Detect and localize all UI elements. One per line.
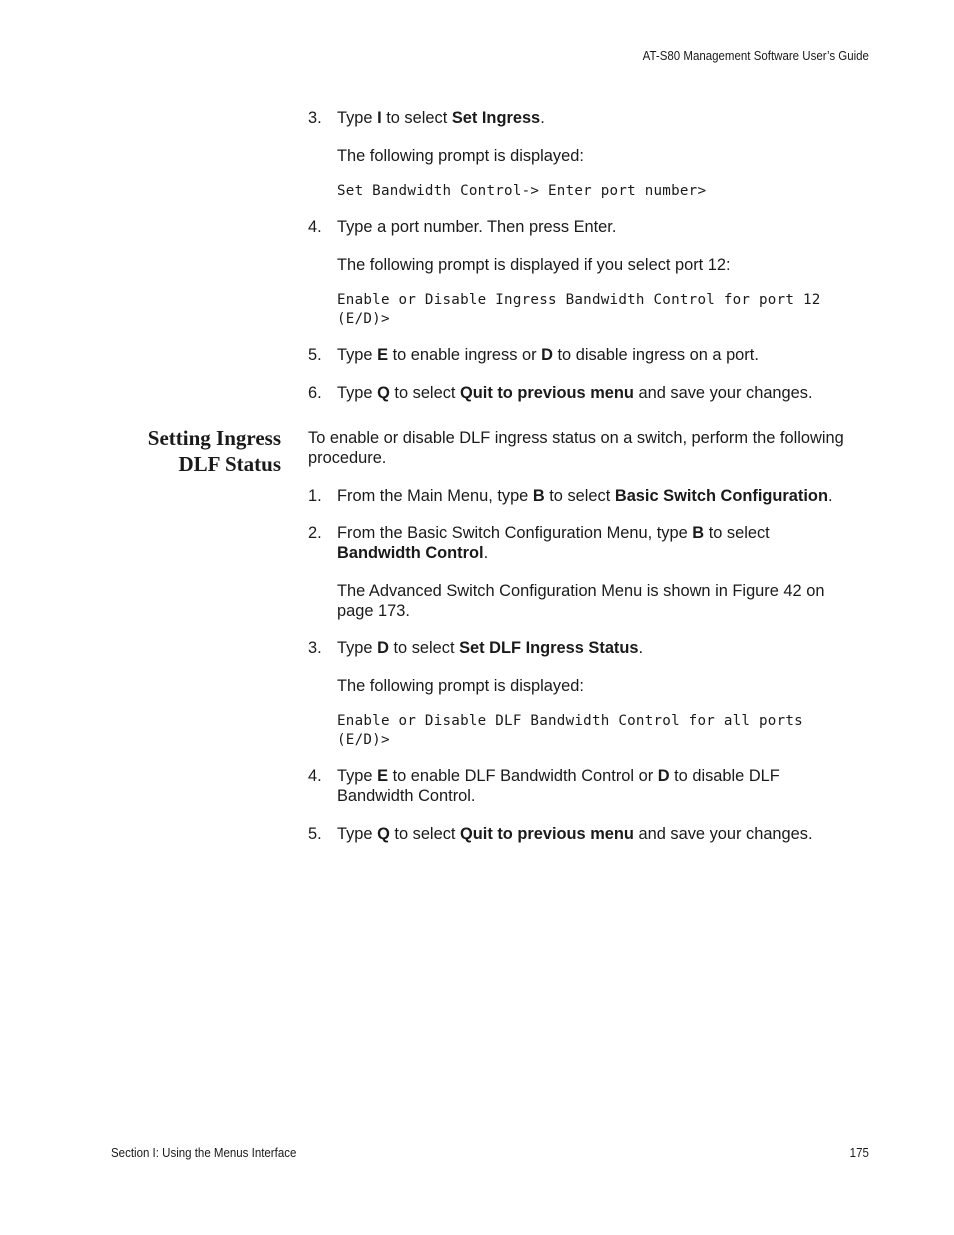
step-text: to select — [389, 825, 460, 843]
dlf-step-1 — [308, 486, 868, 506]
key-label: B — [692, 524, 705, 542]
key-label: E — [377, 346, 389, 364]
menu-option-label: Set DLF Ingress Status — [459, 639, 639, 657]
step-number: 3. — [308, 109, 322, 127]
step-text: Type — [337, 384, 378, 402]
step-text: . — [638, 639, 644, 657]
menu-option-label: Quit to previous menu — [460, 825, 634, 843]
section-heading — [100, 425, 281, 477]
step-text: and save your changes. — [633, 825, 813, 843]
step-3-set-ingress — [308, 108, 868, 128]
step-text: Type — [337, 346, 378, 364]
step-text: From the Main Menu, type — [337, 487, 533, 505]
running-header: AT-S80 Management Software User’s Guide — [642, 49, 869, 63]
key-label: D — [657, 767, 670, 785]
step-number: 2. — [308, 524, 322, 542]
prompt-note: The following prompt is displayed: — [337, 677, 584, 695]
step-text: to select — [388, 639, 460, 657]
step-number: 4. — [308, 218, 322, 236]
step-text: Type a port number. Then press Enter. — [337, 218, 617, 236]
code-prompt: Set Bandwidth Control-> Enter port number> — [337, 183, 707, 199]
step-4-port-number — [308, 217, 868, 237]
dlf-step-2 — [308, 523, 868, 563]
step-text: to disable ingress on a port. — [552, 346, 759, 364]
step-number: 5. — [308, 825, 322, 843]
step-6-quit — [308, 383, 868, 403]
section-intro: To enable or disable DLF ingress status on a switch, perform the following procedure. — [308, 429, 844, 467]
key-label: D — [377, 639, 389, 657]
menu-option-label: Quit to previous menu — [460, 384, 634, 402]
section-heading-line: Setting Ingress — [147, 426, 281, 450]
step-text: Type — [337, 825, 378, 843]
key-label: Q — [377, 825, 390, 843]
key-label: Q — [377, 384, 390, 402]
step-text: and save your changes. — [633, 384, 813, 402]
step-text: Type — [337, 639, 378, 657]
code-line: (E/D)> — [337, 732, 390, 748]
step-text: to enable ingress or — [388, 346, 542, 364]
step-5-enable-disable — [308, 345, 868, 365]
prompt-note: The following prompt is displayed: — [337, 147, 584, 165]
page-number: 175 — [849, 1146, 869, 1160]
section-heading-line: DLF Status — [178, 452, 281, 476]
menu-option-label: Set Ingress — [451, 109, 541, 127]
dlf-step-3 — [308, 638, 868, 658]
step-text: . — [827, 487, 833, 505]
menu-option-label: Basic Switch Configuration — [614, 487, 828, 505]
figure-reference-note: The Advanced Switch Configuration Menu is shown in Figure 42 on page 173. — [337, 582, 825, 620]
step-text: to select — [704, 524, 770, 542]
code-line: Enable or Disable DLF Bandwidth Control for all ports — [337, 713, 803, 729]
step-text: . — [540, 109, 545, 127]
step-text: to disable DLF Bandwidth Control. — [337, 767, 780, 805]
prompt-note: The following prompt is displayed if you select port 12: — [337, 256, 731, 274]
code-prompt — [337, 291, 877, 329]
dlf-step-5 — [308, 824, 868, 844]
code-line: Enable or Disable Ingress Bandwidth Control for port 12 — [337, 292, 821, 308]
step-text: to select — [544, 487, 615, 505]
step-number: 6. — [308, 384, 322, 402]
footer-section-title: Section I: Using the Menus Interface — [111, 1146, 297, 1160]
key-label: D — [541, 346, 553, 364]
step-number: 5. — [308, 346, 322, 364]
step-text: to select — [381, 109, 452, 127]
code-line: (E/D)> — [337, 311, 390, 327]
key-label: B — [532, 487, 545, 505]
step-text: Type — [337, 109, 378, 127]
step-text: From the Basic Switch Configuration Menu, type — [337, 524, 693, 542]
step-number: 4. — [308, 767, 322, 785]
step-text: to select — [389, 384, 460, 402]
step-text: Type — [337, 767, 378, 785]
menu-option-label: Bandwidth Control — [337, 544, 484, 562]
code-prompt — [337, 712, 877, 750]
step-number: 1. — [308, 487, 322, 505]
key-label: E — [377, 767, 389, 785]
step-number: 3. — [308, 639, 322, 657]
step-text: to enable DLF Bandwidth Control or — [388, 767, 658, 785]
dlf-step-4 — [308, 766, 868, 806]
key-label: I — [377, 109, 382, 127]
step-text: . — [483, 544, 489, 562]
